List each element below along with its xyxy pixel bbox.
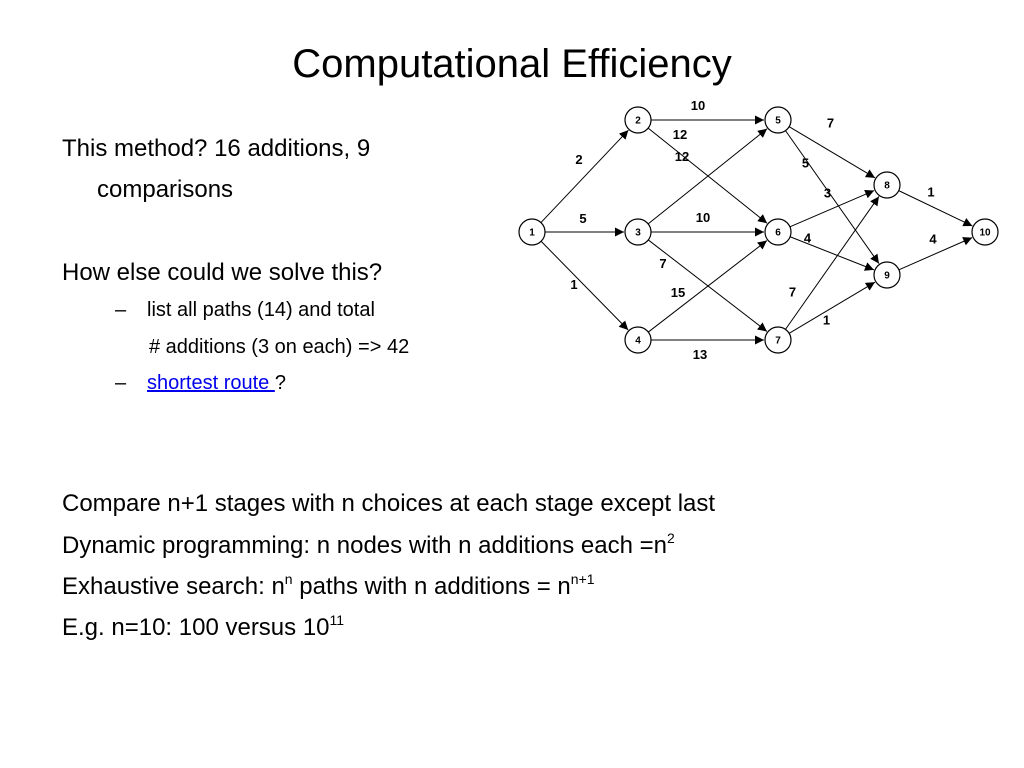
- node-label-5: 5: [775, 115, 781, 127]
- edge-weight-9-10: 4: [929, 231, 937, 247]
- dp-text-main: Dynamic programming: n nodes with n additions each =n: [62, 532, 667, 559]
- node-6: [765, 219, 791, 245]
- node-label-10: 10: [979, 227, 991, 239]
- example-exponent: 11: [329, 612, 345, 628]
- node-label-2: 2: [635, 115, 641, 127]
- exhaustive-text: [62, 572, 595, 602]
- edge-weight-3-5: 12: [674, 149, 690, 164]
- edge-weight-4-7: 13: [692, 347, 708, 362]
- edge-weight-7-9: 1: [822, 312, 831, 328]
- node-label-1: 1: [529, 227, 535, 239]
- edge-1-2: [541, 130, 628, 222]
- edge-weight-7-8: 7: [788, 284, 797, 300]
- edge-weight-1-4: 1: [570, 277, 578, 292]
- bullet-question-mark: ?: [274, 372, 286, 394]
- bullet-dash: –: [115, 372, 127, 394]
- example-text-main: E.g. n=10: 100 versus 10: [62, 614, 330, 641]
- node-5: [765, 107, 791, 133]
- compare-text: Compare n+1 stages with n choices at each stage except last: [62, 490, 716, 517]
- node-4: [625, 327, 651, 353]
- network-diagram: [505, 95, 1010, 365]
- node-10: [972, 219, 998, 245]
- edge-weight-2-5: 10: [690, 98, 706, 113]
- edge-weight-6-9: 4: [803, 230, 812, 246]
- method-line-1: This method? 16 additions, 9: [62, 135, 371, 162]
- bullet-dash: –: [115, 299, 127, 321]
- exhaustive-text-1: Exhaustive search: n: [62, 573, 285, 600]
- bullet-additions-text: # additions (3 on each) => 42: [149, 336, 410, 358]
- edge-weight-5-9: 5: [801, 155, 810, 171]
- node-label-6: 6: [775, 227, 781, 239]
- edge-weight-1-2: 2: [575, 152, 583, 167]
- edge-7-9: [789, 282, 875, 333]
- node-label-7: 7: [775, 335, 781, 347]
- slide-title: Computational Efficiency: [292, 42, 732, 86]
- bullet-list-paths-text: list all paths (14) and total: [147, 299, 375, 321]
- edge-weight-8-10: 1: [927, 184, 935, 200]
- node-label-3: 3: [635, 227, 641, 239]
- bullet-list-paths: [115, 297, 375, 323]
- node-label-9: 9: [884, 270, 890, 282]
- bullet-shortest-route: [115, 370, 286, 396]
- exhaustive-exponent-1: n: [284, 571, 293, 587]
- edge-1-4: [541, 241, 628, 330]
- edge-weight-3-6: 10: [695, 210, 711, 225]
- edge-weight-5-8: 7: [826, 115, 835, 131]
- node-2: [625, 107, 651, 133]
- question-text: How else could we solve this?: [62, 259, 383, 286]
- node-7: [765, 327, 791, 353]
- shortest-route-link[interactable]: shortest route: [147, 372, 275, 394]
- node-label-8: 8: [884, 180, 890, 192]
- node-label-4: 4: [635, 335, 641, 347]
- edge-8-10: [899, 191, 973, 226]
- edge-weight-1-3: 5: [579, 211, 587, 226]
- edge-weight-6-8: 3: [823, 185, 832, 201]
- edge-weight-2-6: 12: [672, 127, 688, 142]
- edge-weight-4-6: 15: [670, 285, 686, 300]
- exhaustive-text-2: paths with n additions = n: [292, 573, 571, 600]
- node-1: [519, 219, 545, 245]
- edge-weight-3-7: 7: [659, 256, 667, 271]
- method-line-2: comparisons: [97, 176, 234, 203]
- node-9: [874, 262, 900, 288]
- example-text: [62, 613, 344, 643]
- node-3: [625, 219, 651, 245]
- dp-exponent: 2: [667, 530, 675, 546]
- edge-7-8: [785, 196, 878, 329]
- edge-5-9: [785, 131, 878, 264]
- node-8: [874, 172, 900, 198]
- exhaustive-exponent-2: n+1: [570, 571, 595, 587]
- edge-6-9: [790, 237, 874, 270]
- dp-text: [62, 531, 675, 561]
